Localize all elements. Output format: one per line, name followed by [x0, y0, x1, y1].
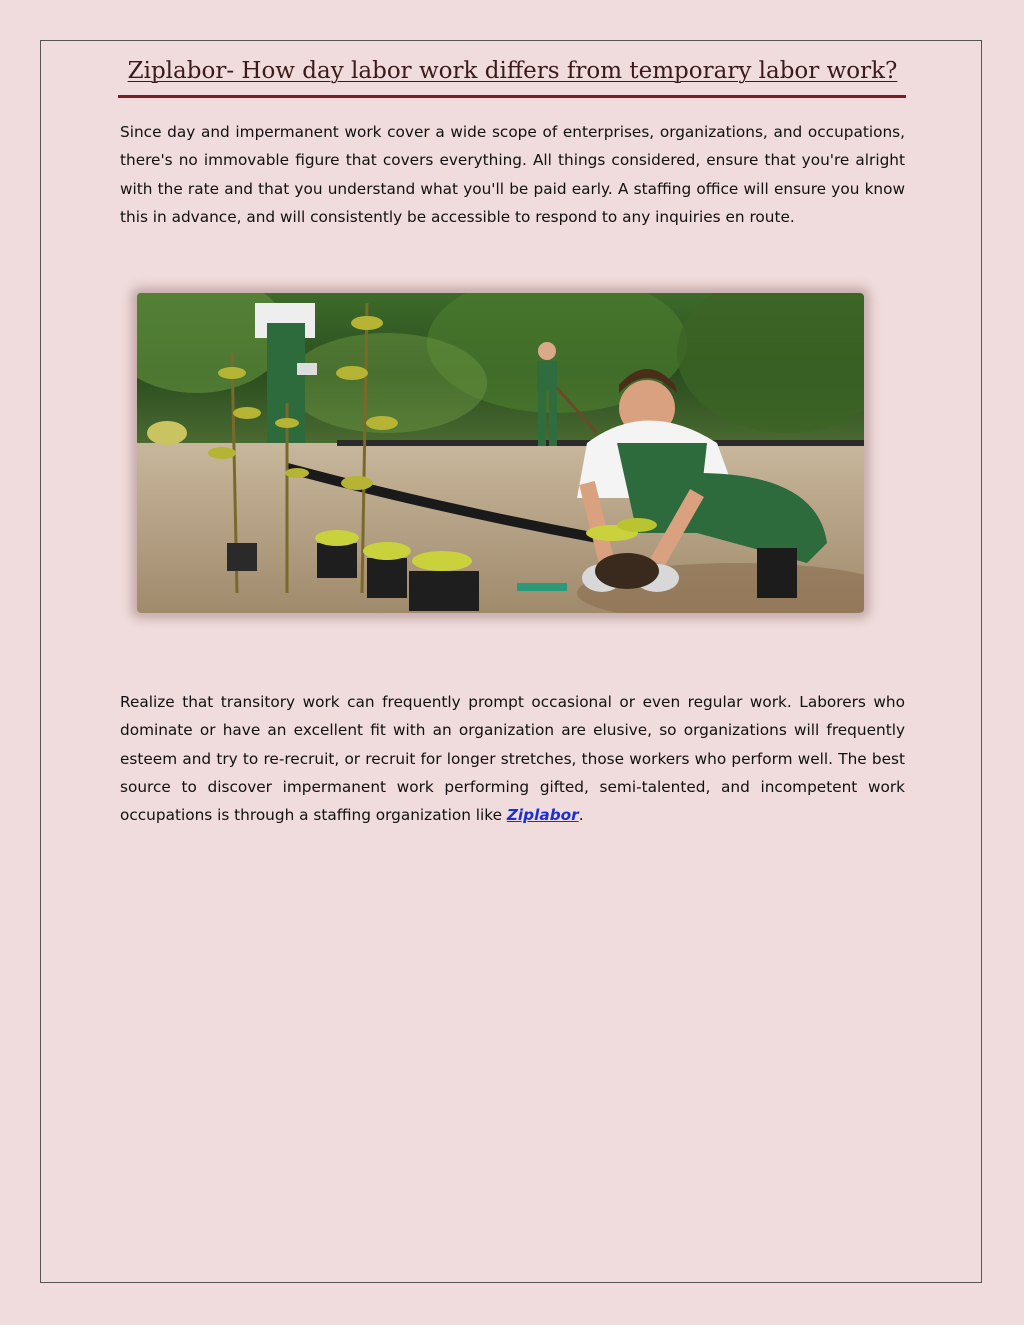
title-divider — [118, 95, 906, 98]
paragraph-intro: Since day and impermanent work cover a wide scope of enterprises, organizations, and occupations, there's no immovable figure that covers everything. All things considered, ensure that you're alright with the rate and that you understand what you'll be paid early. A staffing office will ensure you know this in advance, and will consistently be accessible to respond to any inquiries en route. — [120, 123, 905, 226]
paragraph-conclusion-text: Realize that transitory work can frequently prompt occasional or even regular work. Laborers who dominate or have an excellent fit with an organization are elusive, so organizations will frequently esteem and try to re-recruit, or recruit for longer stretches, those workers who perform well. The best source to discover impermanent work performing gifted, semi-talented, and incompetent work occupations is through a staffing organization like — [120, 693, 905, 825]
page-title-text: Ziplabor- How day labor work differs from temporary labor work? — [127, 58, 898, 84]
paragraph-conclusion-end: . — [578, 806, 584, 825]
page-title — [120, 58, 905, 84]
gardeners-photo — [137, 293, 864, 613]
paragraph-conclusion — [120, 688, 905, 829]
ziplabor-link[interactable]: Ziplabor — [506, 806, 579, 825]
